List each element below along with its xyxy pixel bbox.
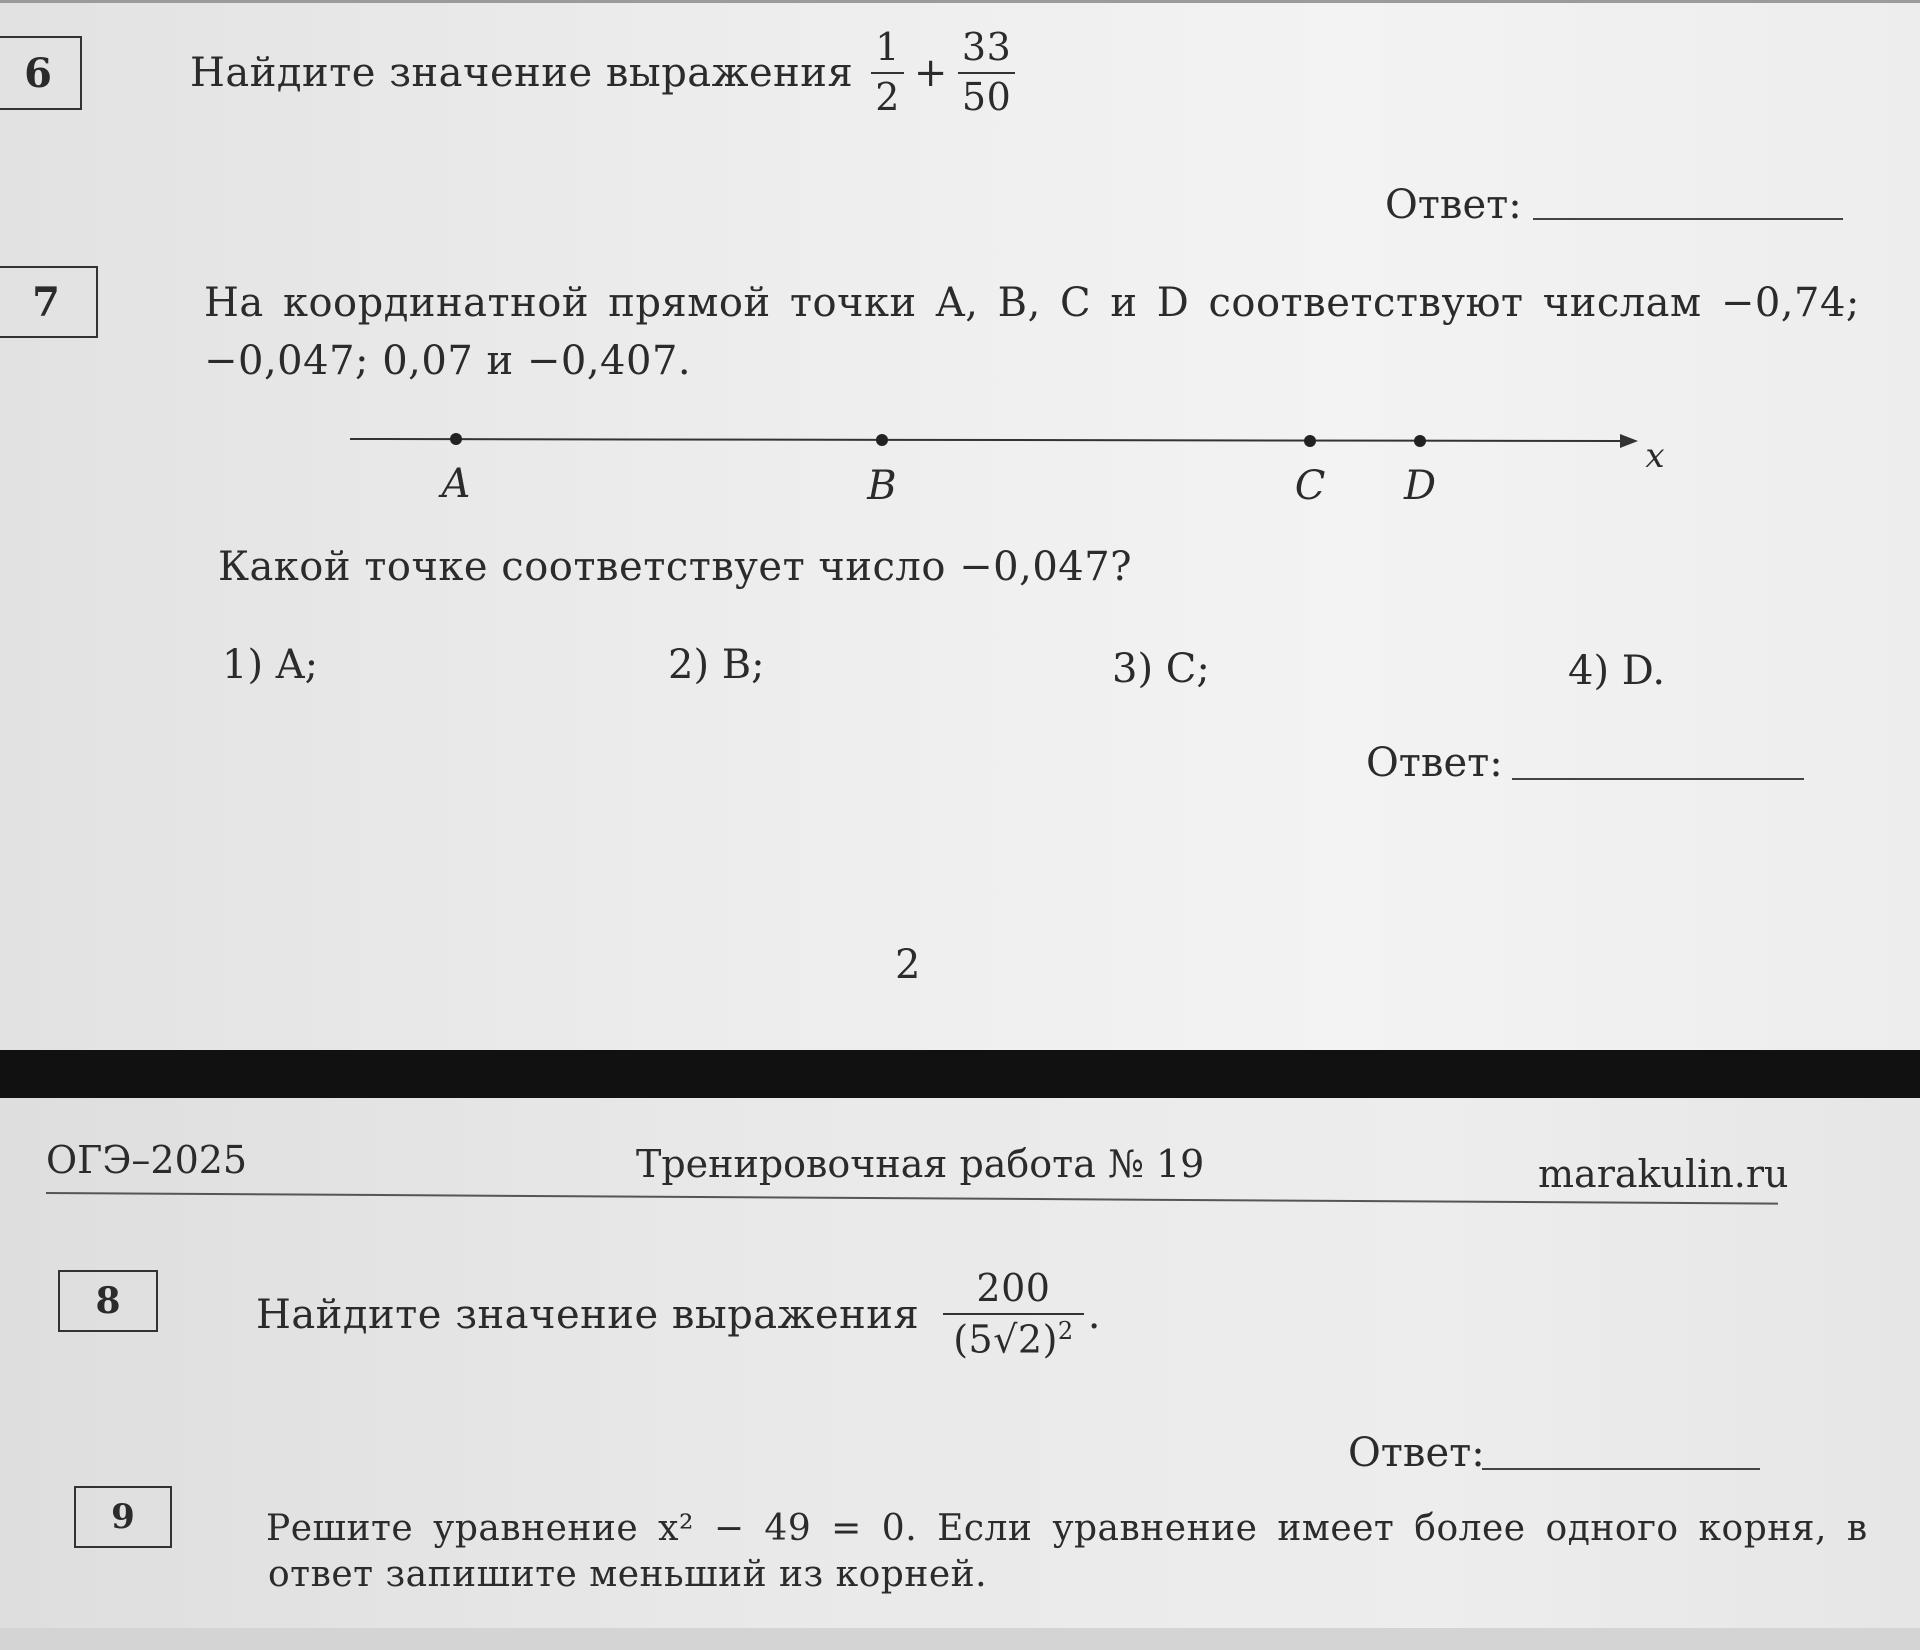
task6-frac2-denominator: 50 <box>958 72 1015 118</box>
task7-number: 7 <box>32 278 60 326</box>
task8-denominator-exponent: 2 <box>1057 1317 1074 1346</box>
task8-numerator: 200 <box>976 1266 1051 1311</box>
point-D-dot <box>1414 435 1426 447</box>
task8-fraction <box>943 1266 1084 1362</box>
point-B-dot <box>876 434 888 446</box>
task8-answer-field[interactable] <box>1482 1468 1760 1470</box>
number-line <box>330 415 1700 525</box>
point-A-label: A <box>441 461 471 507</box>
task6-frac2-numerator: 33 <box>961 25 1012 70</box>
point-C-dot <box>1304 435 1316 447</box>
task8-denominator <box>943 1313 1084 1361</box>
task9-number-box <box>74 1486 172 1548</box>
task8-period: . <box>1087 1292 1101 1338</box>
task6-answer-field[interactable] <box>1533 218 1843 220</box>
task7-option-2[interactable]: 2) B; <box>668 642 765 688</box>
number-line-axis <box>350 439 1620 441</box>
task7-line1: На координатной прямой точки A, B, C и D соответствуют числам −0,74; <box>204 280 1860 326</box>
task8-number: 8 <box>95 1280 121 1322</box>
task7-answer-field[interactable] <box>1512 778 1804 780</box>
task7-option-4[interactable]: 4) D. <box>1568 648 1666 694</box>
task6-plus: + <box>913 50 948 96</box>
task6-number: 6 <box>24 49 52 97</box>
task7-option-3[interactable]: 3) C; <box>1112 646 1210 692</box>
task6-fraction-1 <box>871 25 904 119</box>
axis-x-label: x <box>1645 436 1665 476</box>
header-exam-name: ОГЭ–2025 <box>46 1138 248 1182</box>
header-work-title: Тренировочная работа № 19 <box>636 1142 1205 1186</box>
point-B-label: B <box>867 463 897 509</box>
top-edge <box>0 0 1920 3</box>
task8-denominator-base: (5√2) <box>953 1317 1058 1362</box>
task6-frac1-numerator: 1 <box>875 25 900 70</box>
task6-number-box <box>0 36 82 110</box>
task8-number-box <box>58 1270 158 1332</box>
task8-prompt: Найдите значение выражения <box>256 1292 920 1338</box>
task7-number-box <box>0 266 98 338</box>
task9-number: 9 <box>111 1497 135 1537</box>
page-number: 2 <box>895 942 921 988</box>
task7-answer-label: Ответ: <box>1366 740 1503 786</box>
bottom-edge <box>0 1628 1920 1650</box>
task7-option-1[interactable]: 1) A; <box>222 642 319 688</box>
header-site: marakulin.ru <box>1538 1152 1789 1196</box>
task9-line2: ответ запишите меньший из корней. <box>268 1554 988 1595</box>
task9-line1: Решите уравнение x² − 49 = 0. Если уравнение имеет более одного корня, в <box>266 1508 1868 1549</box>
task8-answer-label: Ответ: <box>1348 1430 1485 1476</box>
task8-statement <box>256 1250 1101 1380</box>
task6-frac1-denominator: 2 <box>871 72 904 118</box>
task7-question: Какой точке соответствует число −0,047? <box>218 544 1133 590</box>
task6-statement <box>190 18 1019 128</box>
point-C-label: C <box>1294 463 1326 509</box>
task7-line2: −0,047; 0,07 и −0,407. <box>204 338 692 384</box>
point-A-dot <box>450 433 462 445</box>
task6-prompt: Найдите значение выражения <box>190 50 854 96</box>
page-separator-band <box>0 1050 1920 1098</box>
point-D-label: D <box>1403 463 1437 509</box>
task6-answer-label: Ответ: <box>1385 182 1522 228</box>
task6-fraction-2 <box>958 25 1015 119</box>
number-line-arrowhead <box>1620 434 1638 448</box>
